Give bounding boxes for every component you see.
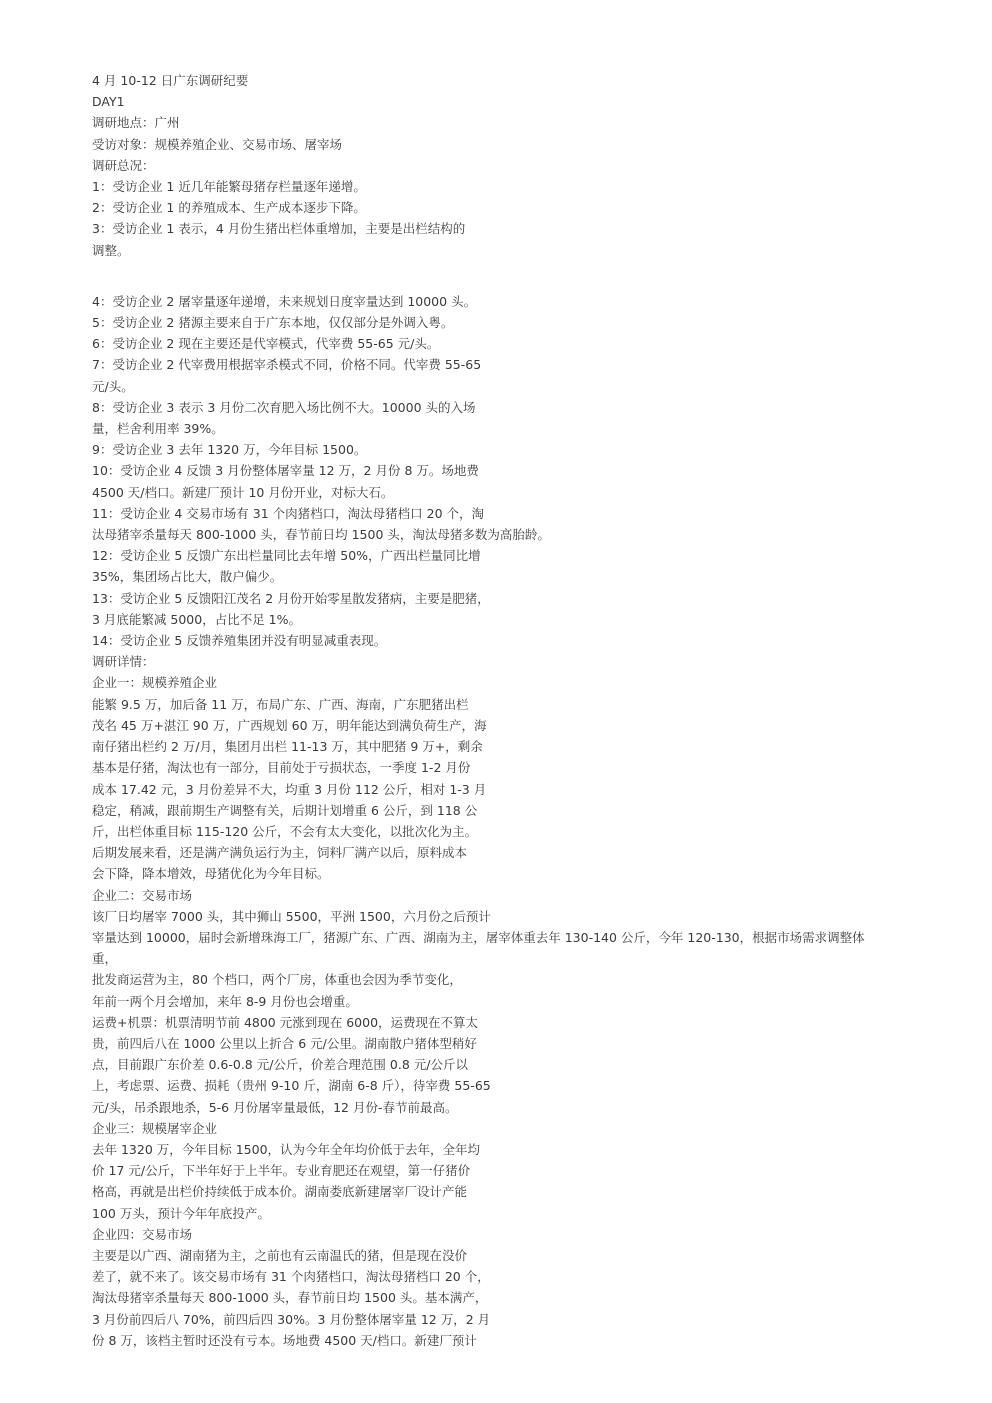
text-line: DAY1 bbox=[92, 94, 125, 110]
text-line: 量，栏舍利用率 39%。 bbox=[92, 421, 224, 437]
text-line: 该厂日均屠宰 7000 头，其中狮山 5500，平洲 1500，六月份之后预计 bbox=[92, 908, 491, 924]
text-line: 份 8 万，该档主暂时还没有亏本。场地费 4500 天/档口。新建厂预计 bbox=[92, 1332, 477, 1348]
text-line: 10：受访企业 4 反馈 3 月份整体屠宰量 12 万，2 月份 8 万。场地费 bbox=[92, 463, 479, 479]
text-line: 受访对象：规模养殖企业、交易市场、屠宰场 bbox=[92, 136, 343, 152]
text-line: 运费+机票：机票清明节前 4800 元涨到现在 6000，运费现在不算太 bbox=[92, 1014, 479, 1030]
text-line: 企业二：交易市场 bbox=[92, 887, 193, 903]
text-line: 企业三：规模屠宰企业 bbox=[92, 1120, 218, 1136]
text-line: 企业四：交易市场 bbox=[92, 1226, 193, 1242]
text-line: 南仔猪出栏约 2 万/月，集团月出栏 11-13 万，其中肥猪 9 万+，剩余 bbox=[92, 739, 483, 755]
text-line: 企业一：规模养殖企业 bbox=[92, 675, 218, 691]
text-line: 差了，就不来了。该交易市场有 31 个肉猪档口，淘汰母猪档口 20 个， bbox=[92, 1269, 490, 1285]
text-line: 13：受访企业 5 反馈阳江茂名 2 月份开始零星散发猪病，主要是肥猪， bbox=[92, 590, 490, 606]
text-line: 批发商运营为主，80 个档口，两个厂房，体重也会因为季节变化， bbox=[92, 972, 462, 988]
text-line: 重， bbox=[92, 951, 118, 967]
text-line: 主要是以广西、湖南猪为主，之前也有云南温氏的猪，但是现在没价 bbox=[92, 1247, 468, 1263]
text-line: 元/头。 bbox=[92, 378, 134, 394]
document-body bbox=[92, 70, 932, 1351]
text-line: 点，目前跟广东价差 0.6-0.8 元/公斤，价差合理范围 0.8 元/公斤以 bbox=[92, 1057, 468, 1073]
text-line: 4 月 10-12 日广东调研纪要 bbox=[92, 73, 249, 88]
text-line: 4500 天/档口。新建厂预计 10 月份开业，对标大石。 bbox=[92, 484, 394, 500]
text-line: 汰母猪宰杀量每天 800-1000 头，春节前日均 1500 头，淘汰母猪多数为高胎龄。 bbox=[92, 527, 550, 543]
text-line: 14：受访企业 5 反馈养殖集团并没有明显减重表现。 bbox=[92, 633, 387, 649]
text-line: 贵，前四后八在 1000 公里以上折合 6 元/公里。湖南散户猪体型稍好 bbox=[92, 1035, 477, 1051]
paragraph-gap bbox=[92, 261, 932, 291]
text-line: 3 月底能繁减 5000，占比不足 1%。 bbox=[92, 611, 302, 627]
text-line: 基本是仔猪，淘汰也有一部分，目前处于亏损状态，一季度 1-2 月份 bbox=[92, 760, 471, 776]
text-line: 茂名 45 万+湛江 90 万，广西规划 60 万，明年能达到满负荷生产，海 bbox=[92, 717, 487, 733]
text-line: 35%，集团场占比大，散户偏少。 bbox=[92, 569, 283, 585]
text-line: 年前一两个月会增加，来年 8-9 月份也会增重。 bbox=[92, 993, 358, 1009]
text-line: 2：受访企业 1 的养殖成本、生产成本逐步下降。 bbox=[92, 200, 366, 216]
text-line: 上，考虑票、运费、损耗（贵州 9-10 斤，湖南 6-8 斤），待宰费 55-65 bbox=[92, 1078, 491, 1094]
text-line: 3 月份前四后八 70%，前四后四 30%。3 月份整体屠宰量 12 万，2 月 bbox=[92, 1311, 491, 1327]
text-line: 11：受访企业 4 交易市场有 31 个肉猪档口，淘汰母猪档口 20 个，淘 bbox=[92, 505, 485, 521]
text-line: 调研总况： bbox=[92, 157, 155, 173]
text-line: 9：受访企业 3 去年 1320 万，今年目标 1500。 bbox=[92, 442, 367, 458]
text-line: 6：受访企业 2 现在主要还是代宰模式，代宰费 55-65 元/头。 bbox=[92, 336, 440, 352]
text-line: 后期发展来看，还是满产满负运行为主，饲料厂满产以后，原料成本 bbox=[92, 845, 468, 861]
text-line: 12：受访企业 5 反馈广东出栏量同比去年增 50%，广西出栏量同比增 bbox=[92, 548, 481, 564]
text-line: 3：受访企业 1 表示，4 月份生猪出栏体重增加，主要是出栏结构的 bbox=[92, 221, 466, 237]
text-line: 8：受访企业 3 表示 3 月份二次育肥入场比例不大。10000 头的入场 bbox=[92, 399, 476, 415]
text-line: 淘汰母猪宰杀量每天 800-1000 头，春节前日均 1500 头。基本满产， bbox=[92, 1290, 488, 1306]
text-line: 调整。 bbox=[92, 242, 130, 258]
text-line: 调研地点：广州 bbox=[92, 115, 180, 131]
text-line: 稳定，稍减，跟前期生产调整有关，后期计划增重 6 公斤，到 118 公 bbox=[92, 802, 478, 818]
text-line: 能繁 9.5 万，加后备 11 万，布局广东、广西、海南，广东肥猪出栏 bbox=[92, 696, 469, 712]
text-line: 调研详情： bbox=[92, 654, 155, 670]
text-line: 斤，出栏体重目标 115-120 公斤，不会有太大变化，以批次化为主。 bbox=[92, 823, 478, 839]
text-line: 7：受访企业 2 代宰费用根据宰杀模式不同，价格不同。代宰费 55-65 bbox=[92, 357, 482, 373]
text-line: 5：受访企业 2 猪源主要来自于广东本地，仅仅部分是外调入粤。 bbox=[92, 315, 454, 331]
text-line: 格高，再就是出栏价持续低于成本价。湖南娄底新建屠宰厂设计产能 bbox=[92, 1184, 468, 1200]
text-line: 4：受访企业 2 屠宰量逐年递增，未来规划日度宰量达到 10000 头。 bbox=[92, 293, 477, 309]
text-line: 会下降，降本增效，母猪优化为今年目标。 bbox=[92, 866, 330, 882]
text-line: 去年 1320 万，今年目标 1500，认为今年全年均价低于去年，全年均 bbox=[92, 1141, 481, 1157]
text-line: 1：受访企业 1 近几年能繁母猪存栏量逐年递增。 bbox=[92, 179, 366, 195]
text-line: 宰量达到 10000，届时会新增珠海工厂，猪源广东、广西、湖南为主，屠宰体重去年 130-140 公斤，今年 120-130，根据市场需求调整体 bbox=[92, 929, 865, 945]
text-line: 价 17 元/公斤，下半年好于上半年。专业育肥还在观望，第一仔猪价 bbox=[92, 1163, 471, 1179]
text-line: 成本 17.42 元，3 月份差异不大，均重 3 月份 112 公斤，相对 1-3 月 bbox=[92, 781, 487, 797]
text-line: 100 万头，预计今年年底投产。 bbox=[92, 1205, 270, 1221]
text-line: 元/头，吊杀跟地杀，5-6 月份屠宰量最低，12 月份-春节前最高。 bbox=[92, 1099, 458, 1115]
